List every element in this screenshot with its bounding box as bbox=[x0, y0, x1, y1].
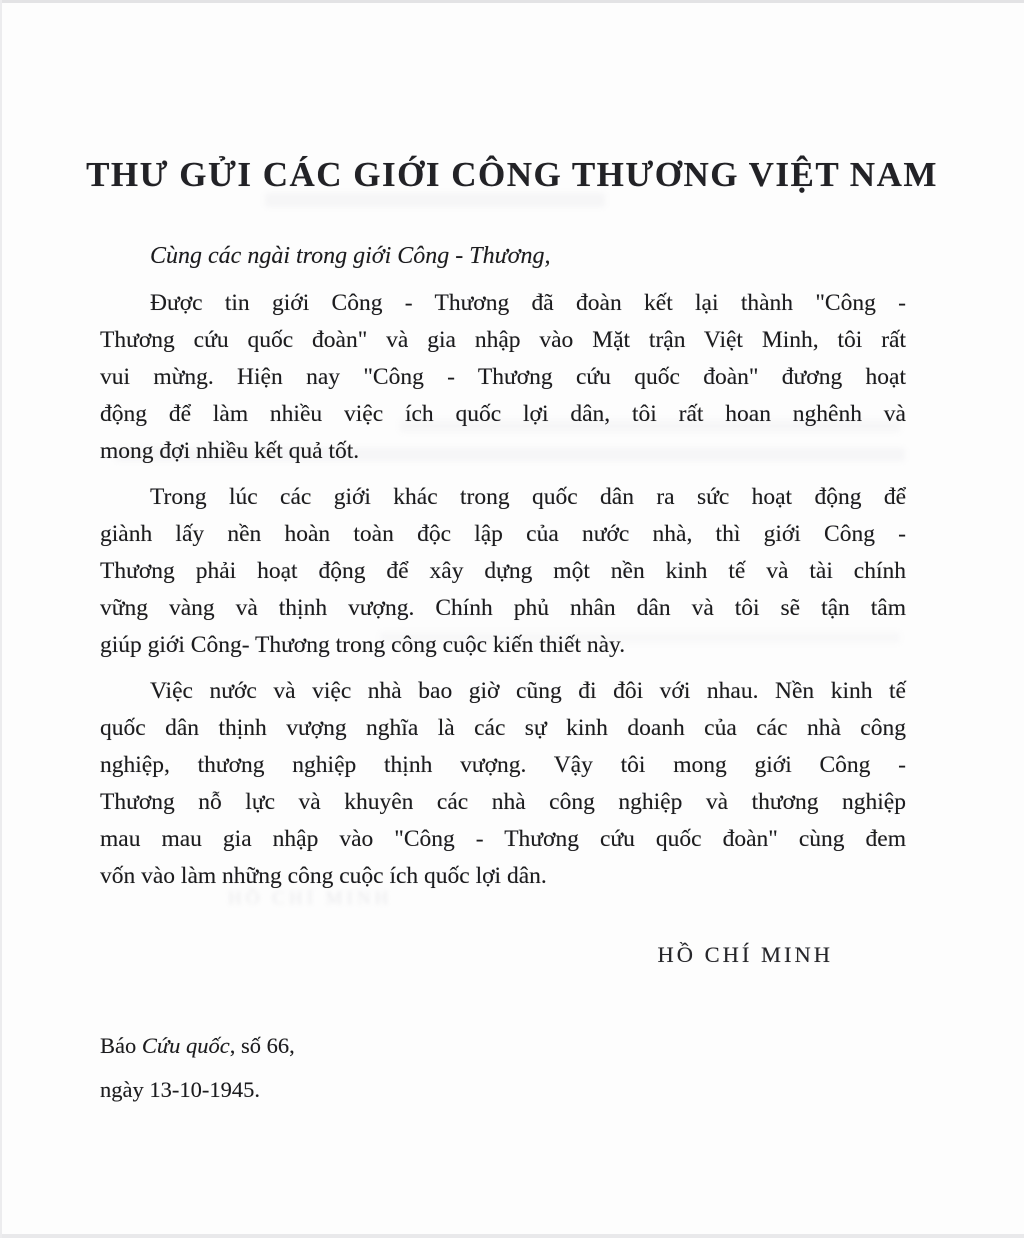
body-line: vui mừng. Hiện nay "Công - Thương cứu quốc đoàn" đương hoạt bbox=[100, 364, 906, 390]
salutation: Cùng các ngài trong giới Công - Thương, bbox=[150, 243, 551, 269]
body-line: động để làm nhiều việc ích quốc lợi dân, tôi rất hoan nghênh và bbox=[100, 401, 906, 427]
body-line: nghiệp, thương nghiệp thịnh vượng. Vậy tôi mong giới Công - bbox=[100, 752, 906, 778]
source-prefix: Báo bbox=[100, 1033, 142, 1058]
body-line: giành lấy nền hoàn toàn độc lập của nước nhà, thì giới Công - bbox=[100, 521, 906, 547]
letter-body bbox=[100, 238, 906, 970]
body-line: Việc nước và việc nhà bao giờ cũng đi đôi với nhau. Nền kinh tế bbox=[150, 678, 906, 704]
page-title: THƯ GỬI CÁC GIỚI CÔNG THƯƠNG VIỆT NAM bbox=[86, 155, 938, 195]
source-citation bbox=[100, 1024, 295, 1112]
body-line: Trong lúc các giới khác trong quốc dân ra sức hoạt động để bbox=[150, 484, 906, 510]
source-suffix: , số 66, bbox=[229, 1033, 295, 1058]
body-paragraph bbox=[100, 285, 906, 470]
scan-edge-top bbox=[0, 0, 1024, 3]
body-line: mau mau gia nhập vào "Công - Thương cứu quốc đoàn" cùng đem bbox=[100, 826, 906, 852]
signature: HỒ CHÍ MINH bbox=[657, 942, 833, 967]
scan-edge-bottom bbox=[0, 1234, 1024, 1238]
body-line: Thương nỗ lực và khuyên các nhà công nghiệp và thương nghiệp bbox=[100, 789, 906, 815]
body-line: Thương cứu quốc đoàn" và gia nhập vào Mặt trận Việt Minh, tôi rất bbox=[100, 327, 906, 353]
body-line: vững vàng và thịnh vượng. Chính phủ nhân dân và tôi sẽ tận tâm bbox=[100, 595, 906, 621]
source-publication-name: Cứu quốc bbox=[141, 1033, 230, 1058]
body-line: giúp giới Công- Thương trong công cuộc kiến thiết này. bbox=[100, 632, 626, 658]
bleed-through-ghost-signature: HỒ CHÍ MINH bbox=[228, 888, 393, 909]
body-paragraph bbox=[100, 673, 906, 895]
body-line: vốn vào làm những công cuộc ích quốc lợi dân. bbox=[100, 863, 547, 889]
body-paragraph bbox=[100, 479, 906, 664]
source-citation-line1 bbox=[100, 1024, 295, 1068]
body-line: Thương phải hoạt động để xây dựng một nền kinh tế và tài chính bbox=[100, 558, 906, 584]
body-line: Được tin giới Công - Thương đã đoàn kết lại thành "Công - bbox=[150, 290, 906, 316]
body-line: mong đợi nhiều kết quả tốt. bbox=[100, 438, 360, 464]
source-citation-line2: ngày 13-10-1945. bbox=[100, 1077, 260, 1102]
body-line: quốc dân thịnh vượng nghĩa là các sự kinh doanh của các nhà công bbox=[100, 715, 906, 741]
